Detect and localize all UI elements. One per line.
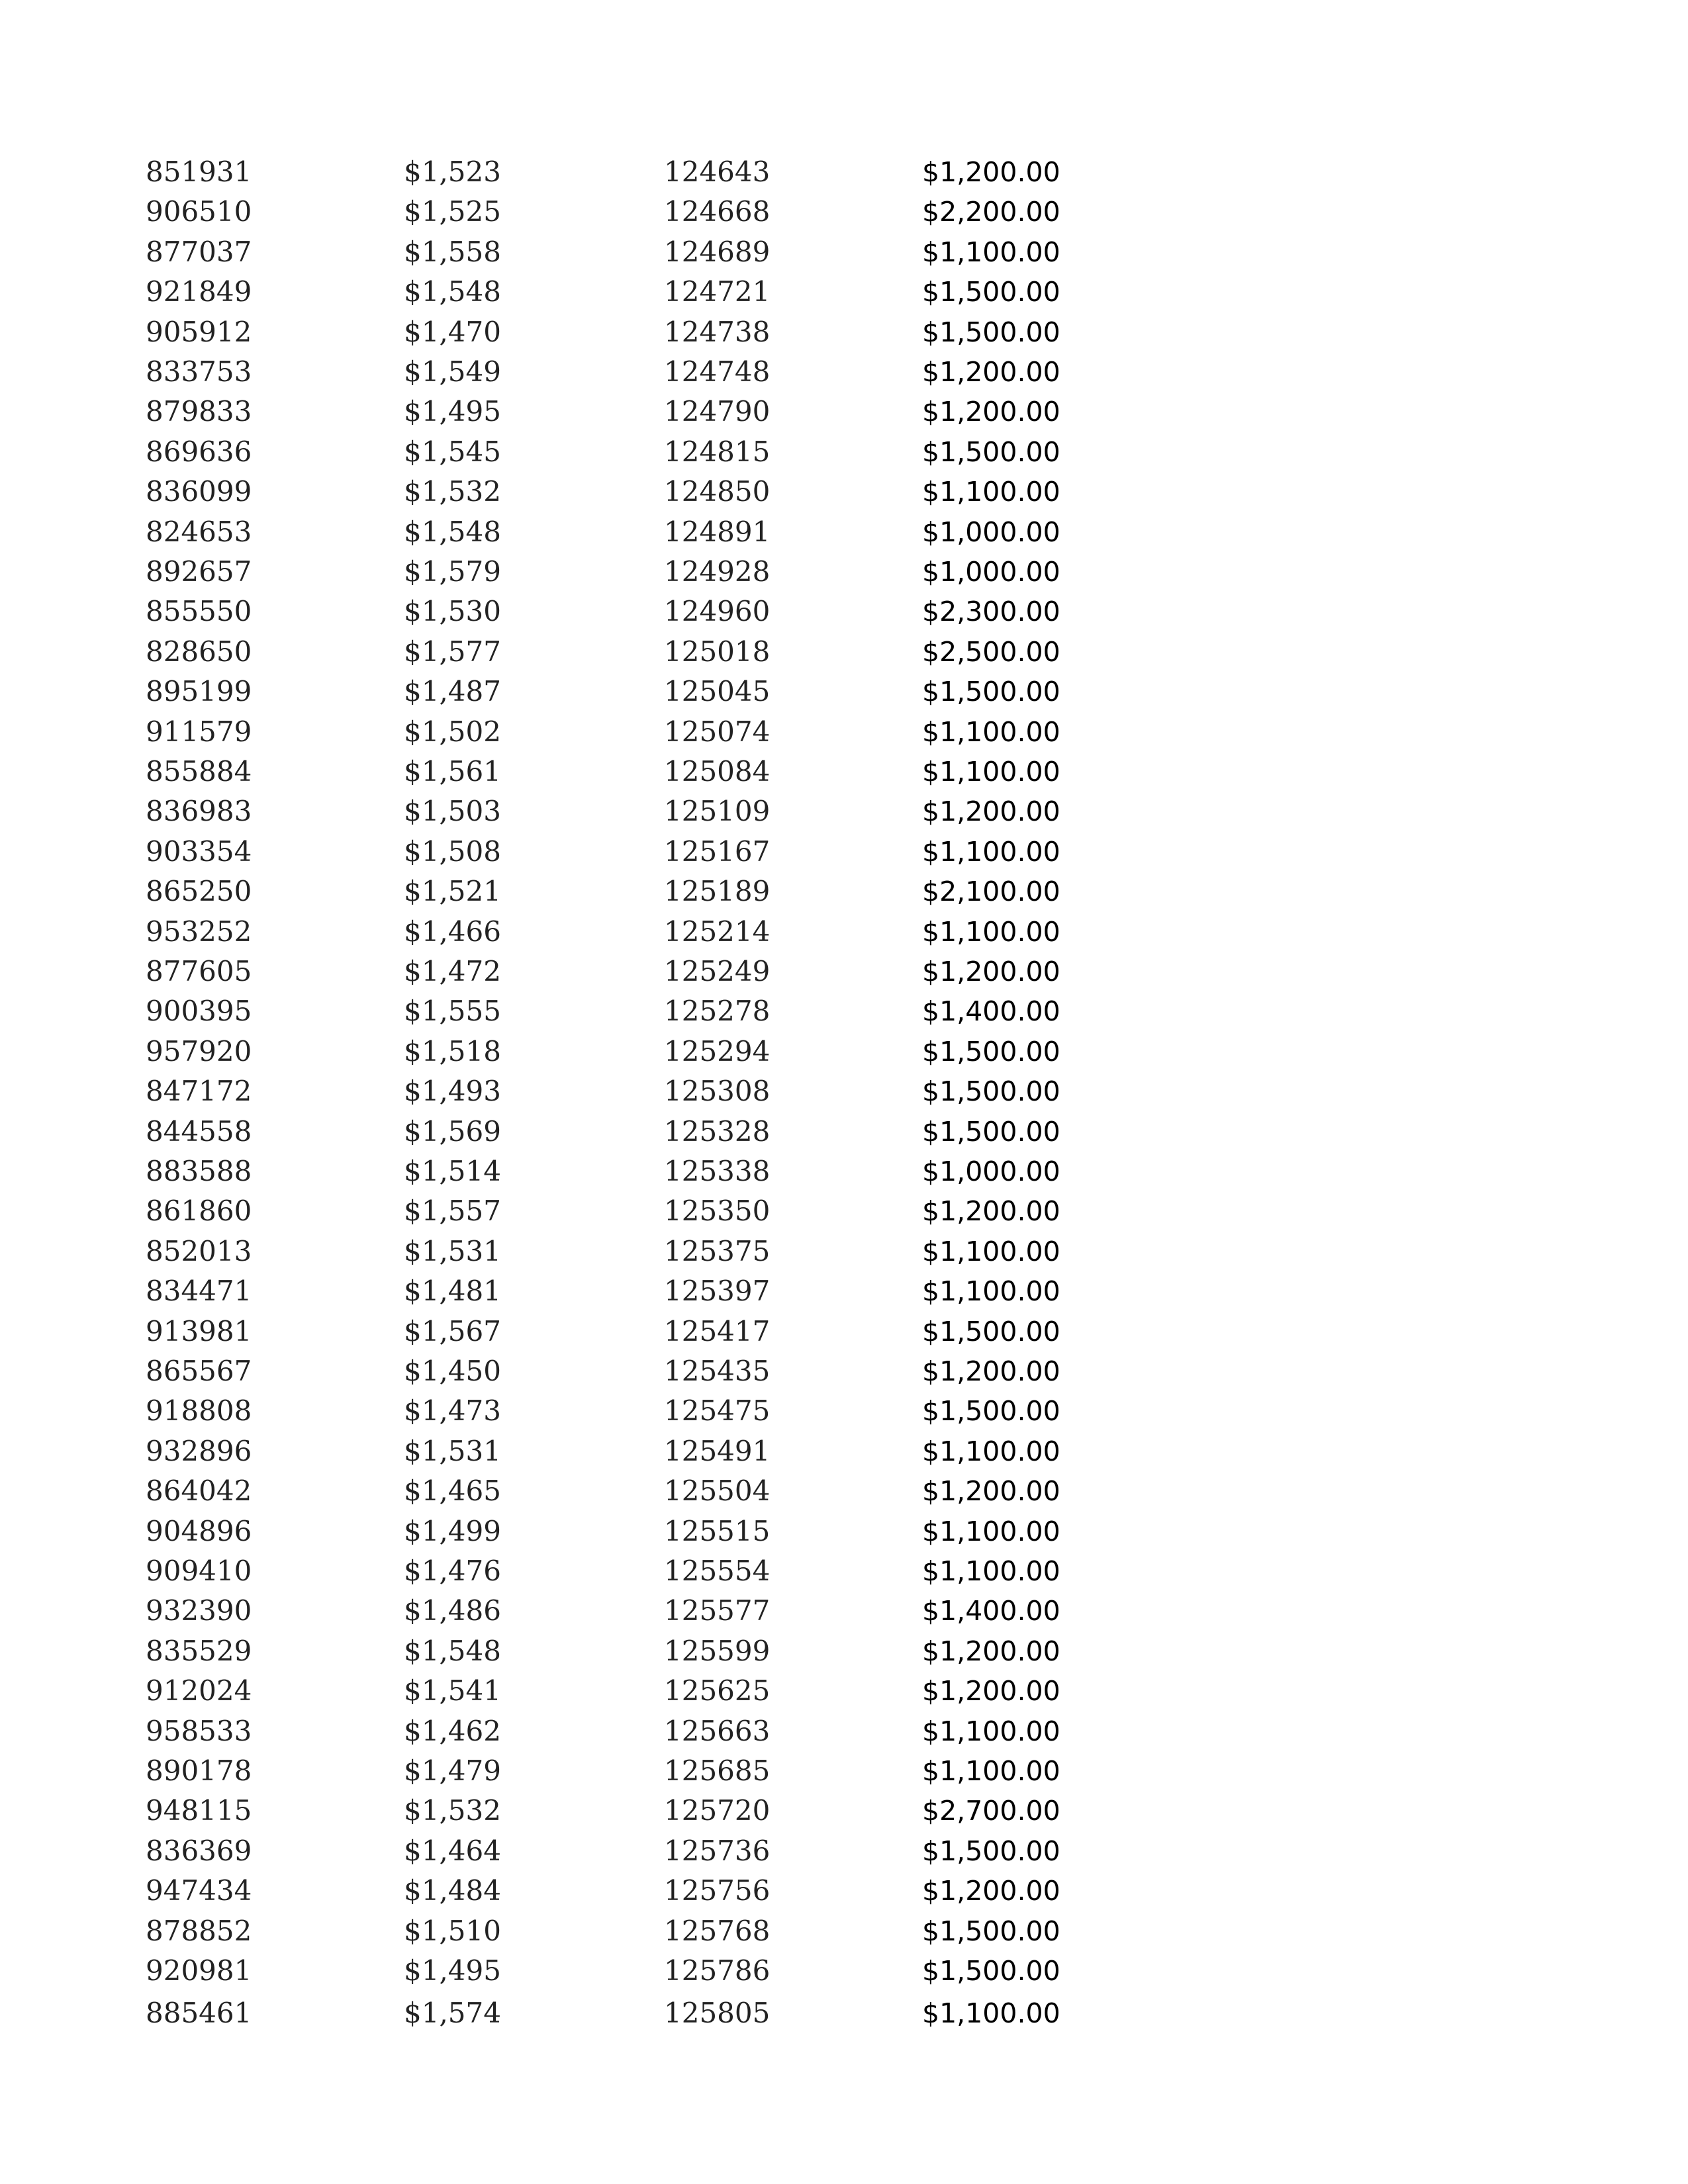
table-row bbox=[0, 1993, 1688, 2033]
table-row bbox=[0, 1391, 1688, 1431]
payment-cell: $1,200.00 bbox=[922, 956, 1060, 987]
id-cell: 900395 bbox=[146, 995, 252, 1027]
amount-cell: $1,472 bbox=[404, 955, 501, 987]
reference-cell: 125074 bbox=[664, 715, 771, 748]
id-cell: 921849 bbox=[146, 275, 252, 308]
payment-cell: $1,100.00 bbox=[922, 836, 1060, 868]
payment-cell: $1,500.00 bbox=[922, 1316, 1060, 1347]
reference-cell: 125278 bbox=[664, 995, 771, 1027]
payment-cell: $2,300.00 bbox=[922, 596, 1060, 627]
amount-cell: $1,579 bbox=[404, 555, 501, 588]
amount-cell: $1,545 bbox=[404, 435, 501, 468]
table-row bbox=[0, 1471, 1688, 1511]
id-cell: 836099 bbox=[146, 475, 252, 508]
payment-cell: $1,100.00 bbox=[922, 1555, 1060, 1587]
table-row bbox=[0, 1631, 1688, 1671]
payment-cell: $1,100.00 bbox=[922, 1755, 1060, 1787]
table-row bbox=[0, 1671, 1688, 1711]
amount-cell: $1,525 bbox=[404, 195, 501, 228]
amount-cell: $1,510 bbox=[404, 1915, 501, 1947]
payment-cell: $1,100.00 bbox=[922, 1236, 1060, 1267]
amount-cell: $1,531 bbox=[404, 1235, 501, 1267]
amount-cell: $1,503 bbox=[404, 795, 501, 827]
id-cell: 824653 bbox=[146, 516, 252, 548]
id-cell: 911579 bbox=[146, 715, 252, 748]
amount-cell: $1,476 bbox=[404, 1555, 501, 1587]
table-row bbox=[0, 712, 1688, 752]
table-row bbox=[0, 1271, 1688, 1311]
table-row bbox=[0, 1112, 1688, 1152]
reference-cell: 124748 bbox=[664, 355, 771, 388]
reference-cell: 124850 bbox=[664, 475, 771, 508]
id-cell: 877605 bbox=[146, 955, 252, 987]
payment-cell: $1,100.00 bbox=[922, 1516, 1060, 1547]
table-row bbox=[0, 832, 1688, 872]
reference-cell: 125109 bbox=[664, 795, 771, 827]
amount-cell: $1,514 bbox=[404, 1155, 501, 1187]
table-row bbox=[0, 1312, 1688, 1351]
id-cell: 958533 bbox=[146, 1715, 252, 1747]
id-cell: 836983 bbox=[146, 795, 252, 827]
id-cell: 855550 bbox=[146, 595, 252, 627]
id-cell: 847172 bbox=[146, 1075, 252, 1107]
payment-cell: $1,200.00 bbox=[922, 1875, 1060, 1907]
table-row bbox=[0, 1191, 1688, 1231]
reference-cell: 125167 bbox=[664, 835, 771, 868]
reference-cell: 124790 bbox=[664, 395, 771, 428]
payment-cell: $1,400.00 bbox=[922, 995, 1060, 1027]
payment-cell: $1,200.00 bbox=[922, 1475, 1060, 1507]
reference-cell: 125577 bbox=[664, 1594, 771, 1627]
payment-cell: $1,100.00 bbox=[922, 476, 1060, 508]
payment-cell: $1,100.00 bbox=[922, 1435, 1060, 1467]
amount-cell: $1,484 bbox=[404, 1874, 501, 1907]
table-row bbox=[0, 632, 1688, 672]
amount-cell: $1,487 bbox=[404, 675, 501, 707]
id-cell: 833753 bbox=[146, 355, 252, 388]
id-cell: 932390 bbox=[146, 1594, 252, 1627]
payment-cell: $1,400.00 bbox=[922, 1595, 1060, 1627]
table-row bbox=[0, 552, 1688, 592]
reference-cell: 125375 bbox=[664, 1235, 771, 1267]
id-cell: 869636 bbox=[146, 435, 252, 468]
payment-cell: $1,500.00 bbox=[922, 1036, 1060, 1068]
payment-cell: $1,500.00 bbox=[922, 1075, 1060, 1107]
amount-cell: $1,508 bbox=[404, 835, 501, 868]
reference-cell: 125720 bbox=[664, 1794, 771, 1827]
table-row bbox=[0, 1071, 1688, 1111]
payment-cell: $1,100.00 bbox=[922, 1715, 1060, 1747]
reference-cell: 125625 bbox=[664, 1674, 771, 1707]
table-row bbox=[0, 912, 1688, 952]
id-cell: 844558 bbox=[146, 1115, 252, 1148]
amount-cell: $1,561 bbox=[404, 755, 501, 788]
table-row bbox=[0, 752, 1688, 792]
reference-cell: 125084 bbox=[664, 755, 771, 788]
reference-cell: 124928 bbox=[664, 555, 771, 588]
id-cell: 865567 bbox=[146, 1355, 252, 1387]
reference-cell: 125018 bbox=[664, 635, 771, 668]
id-cell: 877037 bbox=[146, 236, 252, 268]
id-cell: 851931 bbox=[146, 156, 252, 188]
reference-cell: 125663 bbox=[664, 1715, 771, 1747]
payment-cell: $1,200.00 bbox=[922, 1195, 1060, 1227]
payment-cell: $1,500.00 bbox=[922, 1955, 1060, 1987]
table-row bbox=[0, 1351, 1688, 1391]
table-row bbox=[0, 792, 1688, 831]
amount-cell: $1,531 bbox=[404, 1435, 501, 1467]
reference-cell: 125294 bbox=[664, 1035, 771, 1068]
id-cell: 885461 bbox=[146, 1997, 252, 2029]
table-row bbox=[0, 872, 1688, 911]
amount-cell: $1,518 bbox=[404, 1035, 501, 1068]
reference-cell: 124668 bbox=[664, 195, 771, 228]
id-cell: 852013 bbox=[146, 1235, 252, 1267]
reference-cell: 125768 bbox=[664, 1915, 771, 1947]
amount-cell: $1,567 bbox=[404, 1315, 501, 1347]
payment-cell: $1,000.00 bbox=[922, 1156, 1060, 1187]
amount-cell: $1,549 bbox=[404, 355, 501, 388]
amount-cell: $1,493 bbox=[404, 1075, 501, 1107]
amount-cell: $1,548 bbox=[404, 1635, 501, 1667]
table-row bbox=[0, 952, 1688, 991]
id-cell: 836369 bbox=[146, 1835, 252, 1867]
payment-cell: $1,100.00 bbox=[922, 1275, 1060, 1307]
amount-cell: $1,466 bbox=[404, 915, 501, 948]
reference-cell: 124738 bbox=[664, 316, 771, 348]
table-row bbox=[0, 1152, 1688, 1191]
reference-cell: 125417 bbox=[664, 1315, 771, 1347]
id-cell: 864042 bbox=[146, 1475, 252, 1507]
payment-cell: $1,200.00 bbox=[922, 356, 1060, 388]
table-row bbox=[0, 152, 1688, 192]
amount-cell: $1,548 bbox=[404, 516, 501, 548]
reference-cell: 125308 bbox=[664, 1075, 771, 1107]
reference-cell: 125504 bbox=[664, 1475, 771, 1507]
payment-cell: $1,500.00 bbox=[922, 276, 1060, 308]
id-cell: 918808 bbox=[146, 1394, 252, 1427]
amount-cell: $1,577 bbox=[404, 635, 501, 668]
table-row bbox=[0, 1032, 1688, 1071]
table-row bbox=[0, 1871, 1688, 1911]
id-cell: 890178 bbox=[146, 1754, 252, 1787]
payment-cell: $1,100.00 bbox=[922, 1997, 1060, 2029]
table-row bbox=[0, 1791, 1688, 1831]
payment-cell: $1,500.00 bbox=[922, 1395, 1060, 1427]
reference-cell: 125756 bbox=[664, 1874, 771, 1907]
amount-cell: $1,481 bbox=[404, 1275, 501, 1307]
table-row bbox=[0, 1232, 1688, 1271]
id-cell: 905912 bbox=[146, 316, 252, 348]
id-cell: 913981 bbox=[146, 1315, 252, 1347]
table-row bbox=[0, 672, 1688, 711]
table-row bbox=[0, 1551, 1688, 1591]
table-row bbox=[0, 512, 1688, 552]
table-row bbox=[0, 392, 1688, 432]
reference-cell: 125249 bbox=[664, 955, 771, 987]
amount-cell: $1,470 bbox=[404, 316, 501, 348]
amount-cell: $1,521 bbox=[404, 875, 501, 907]
id-cell: 865250 bbox=[146, 875, 252, 907]
table-row bbox=[0, 1512, 1688, 1551]
id-cell: 932896 bbox=[146, 1435, 252, 1467]
amount-cell: $1,495 bbox=[404, 1954, 501, 1987]
id-cell: 947434 bbox=[146, 1874, 252, 1907]
table-row bbox=[0, 1432, 1688, 1471]
reference-cell: 125685 bbox=[664, 1754, 771, 1787]
id-cell: 948115 bbox=[146, 1794, 252, 1827]
payment-cell: $1,200.00 bbox=[922, 1675, 1060, 1707]
id-cell: 892657 bbox=[146, 555, 252, 588]
id-cell: 912024 bbox=[146, 1674, 252, 1707]
id-cell: 957920 bbox=[146, 1035, 252, 1068]
amount-cell: $1,473 bbox=[404, 1394, 501, 1427]
amount-cell: $1,574 bbox=[404, 1997, 501, 2029]
amount-cell: $1,450 bbox=[404, 1355, 501, 1387]
id-cell: 835529 bbox=[146, 1635, 252, 1667]
payment-cell: $1,500.00 bbox=[922, 316, 1060, 348]
reference-cell: 125214 bbox=[664, 915, 771, 948]
reference-cell: 124721 bbox=[664, 275, 771, 308]
table-row bbox=[0, 432, 1688, 472]
table-row bbox=[0, 352, 1688, 392]
reference-cell: 125554 bbox=[664, 1555, 771, 1587]
amount-cell: $1,479 bbox=[404, 1754, 501, 1787]
reference-cell: 125045 bbox=[664, 675, 771, 707]
reference-cell: 124960 bbox=[664, 595, 771, 627]
amount-cell: $1,502 bbox=[404, 715, 501, 748]
reference-cell: 125475 bbox=[664, 1394, 771, 1427]
amount-cell: $1,558 bbox=[404, 236, 501, 268]
id-cell: 883588 bbox=[146, 1155, 252, 1187]
id-cell: 855884 bbox=[146, 755, 252, 788]
table-row bbox=[0, 592, 1688, 631]
id-cell: 828650 bbox=[146, 635, 252, 668]
id-cell: 904896 bbox=[146, 1515, 252, 1547]
id-cell: 834471 bbox=[146, 1275, 252, 1307]
table-row bbox=[0, 272, 1688, 312]
id-cell: 861860 bbox=[146, 1195, 252, 1227]
payment-cell: $1,200.00 bbox=[922, 1635, 1060, 1667]
id-cell: 906510 bbox=[146, 195, 252, 228]
table-row bbox=[0, 991, 1688, 1031]
payment-cell: $1,100.00 bbox=[922, 716, 1060, 748]
reference-cell: 125736 bbox=[664, 1835, 771, 1867]
payment-cell: $1,200.00 bbox=[922, 1355, 1060, 1387]
reference-cell: 124891 bbox=[664, 516, 771, 548]
reference-cell: 125350 bbox=[664, 1195, 771, 1227]
reference-cell: 124643 bbox=[664, 156, 771, 188]
reference-cell: 125338 bbox=[664, 1155, 771, 1187]
amount-cell: $1,523 bbox=[404, 156, 501, 188]
payment-cell: $1,500.00 bbox=[922, 1835, 1060, 1867]
id-cell: 903354 bbox=[146, 835, 252, 868]
payment-cell: $1,500.00 bbox=[922, 436, 1060, 468]
amount-cell: $1,464 bbox=[404, 1835, 501, 1867]
table-row bbox=[0, 472, 1688, 512]
payment-cell: $1,100.00 bbox=[922, 916, 1060, 948]
reference-cell: 125599 bbox=[664, 1635, 771, 1667]
table-row bbox=[0, 1831, 1688, 1871]
amount-cell: $1,530 bbox=[404, 595, 501, 627]
id-cell: 878852 bbox=[146, 1915, 252, 1947]
payment-cell: $2,500.00 bbox=[922, 636, 1060, 668]
amount-cell: $1,465 bbox=[404, 1475, 501, 1507]
table-row bbox=[0, 1711, 1688, 1751]
payment-cell: $2,700.00 bbox=[922, 1795, 1060, 1827]
table-row bbox=[0, 192, 1688, 232]
payment-cell: $1,100.00 bbox=[922, 236, 1060, 268]
table-row bbox=[0, 232, 1688, 272]
reference-cell: 124689 bbox=[664, 236, 771, 268]
reference-cell: 125805 bbox=[664, 1997, 771, 2029]
reference-cell: 125435 bbox=[664, 1355, 771, 1387]
table-row bbox=[0, 312, 1688, 352]
payment-cell: $1,200.00 bbox=[922, 796, 1060, 827]
amount-cell: $1,548 bbox=[404, 275, 501, 308]
reference-cell: 125189 bbox=[664, 875, 771, 907]
table-row bbox=[0, 1951, 1688, 1991]
payment-cell: $1,500.00 bbox=[922, 1116, 1060, 1148]
amount-cell: $1,486 bbox=[404, 1594, 501, 1627]
payment-cell: $1,200.00 bbox=[922, 156, 1060, 188]
amount-cell: $1,462 bbox=[404, 1715, 501, 1747]
amount-cell: $1,499 bbox=[404, 1515, 501, 1547]
payment-cell: $2,200.00 bbox=[922, 196, 1060, 228]
id-cell: 909410 bbox=[146, 1555, 252, 1587]
amount-cell: $1,532 bbox=[404, 1794, 501, 1827]
reference-cell: 125515 bbox=[664, 1515, 771, 1547]
amount-cell: $1,495 bbox=[404, 395, 501, 428]
table-row bbox=[0, 1591, 1688, 1631]
amount-cell: $1,532 bbox=[404, 475, 501, 508]
payment-cell: $1,100.00 bbox=[922, 756, 1060, 788]
id-cell: 953252 bbox=[146, 915, 252, 948]
payment-cell: $1,000.00 bbox=[922, 516, 1060, 548]
table-row bbox=[0, 1751, 1688, 1791]
amount-cell: $1,557 bbox=[404, 1195, 501, 1227]
id-cell: 920981 bbox=[146, 1954, 252, 1987]
amount-cell: $1,569 bbox=[404, 1115, 501, 1148]
id-cell: 879833 bbox=[146, 395, 252, 428]
payment-cell: $1,200.00 bbox=[922, 396, 1060, 428]
id-cell: 895199 bbox=[146, 675, 252, 707]
reference-cell: 125491 bbox=[664, 1435, 771, 1467]
reference-cell: 125397 bbox=[664, 1275, 771, 1307]
table-row bbox=[0, 1911, 1688, 1951]
payment-cell: $2,100.00 bbox=[922, 876, 1060, 907]
payment-cell: $1,000.00 bbox=[922, 556, 1060, 588]
payment-cell: $1,500.00 bbox=[922, 1915, 1060, 1947]
reference-cell: 125786 bbox=[664, 1954, 771, 1987]
amount-cell: $1,541 bbox=[404, 1674, 501, 1707]
payment-cell: $1,500.00 bbox=[922, 676, 1060, 707]
reference-cell: 125328 bbox=[664, 1115, 771, 1148]
reference-cell: 124815 bbox=[664, 435, 771, 468]
amount-cell: $1,555 bbox=[404, 995, 501, 1027]
